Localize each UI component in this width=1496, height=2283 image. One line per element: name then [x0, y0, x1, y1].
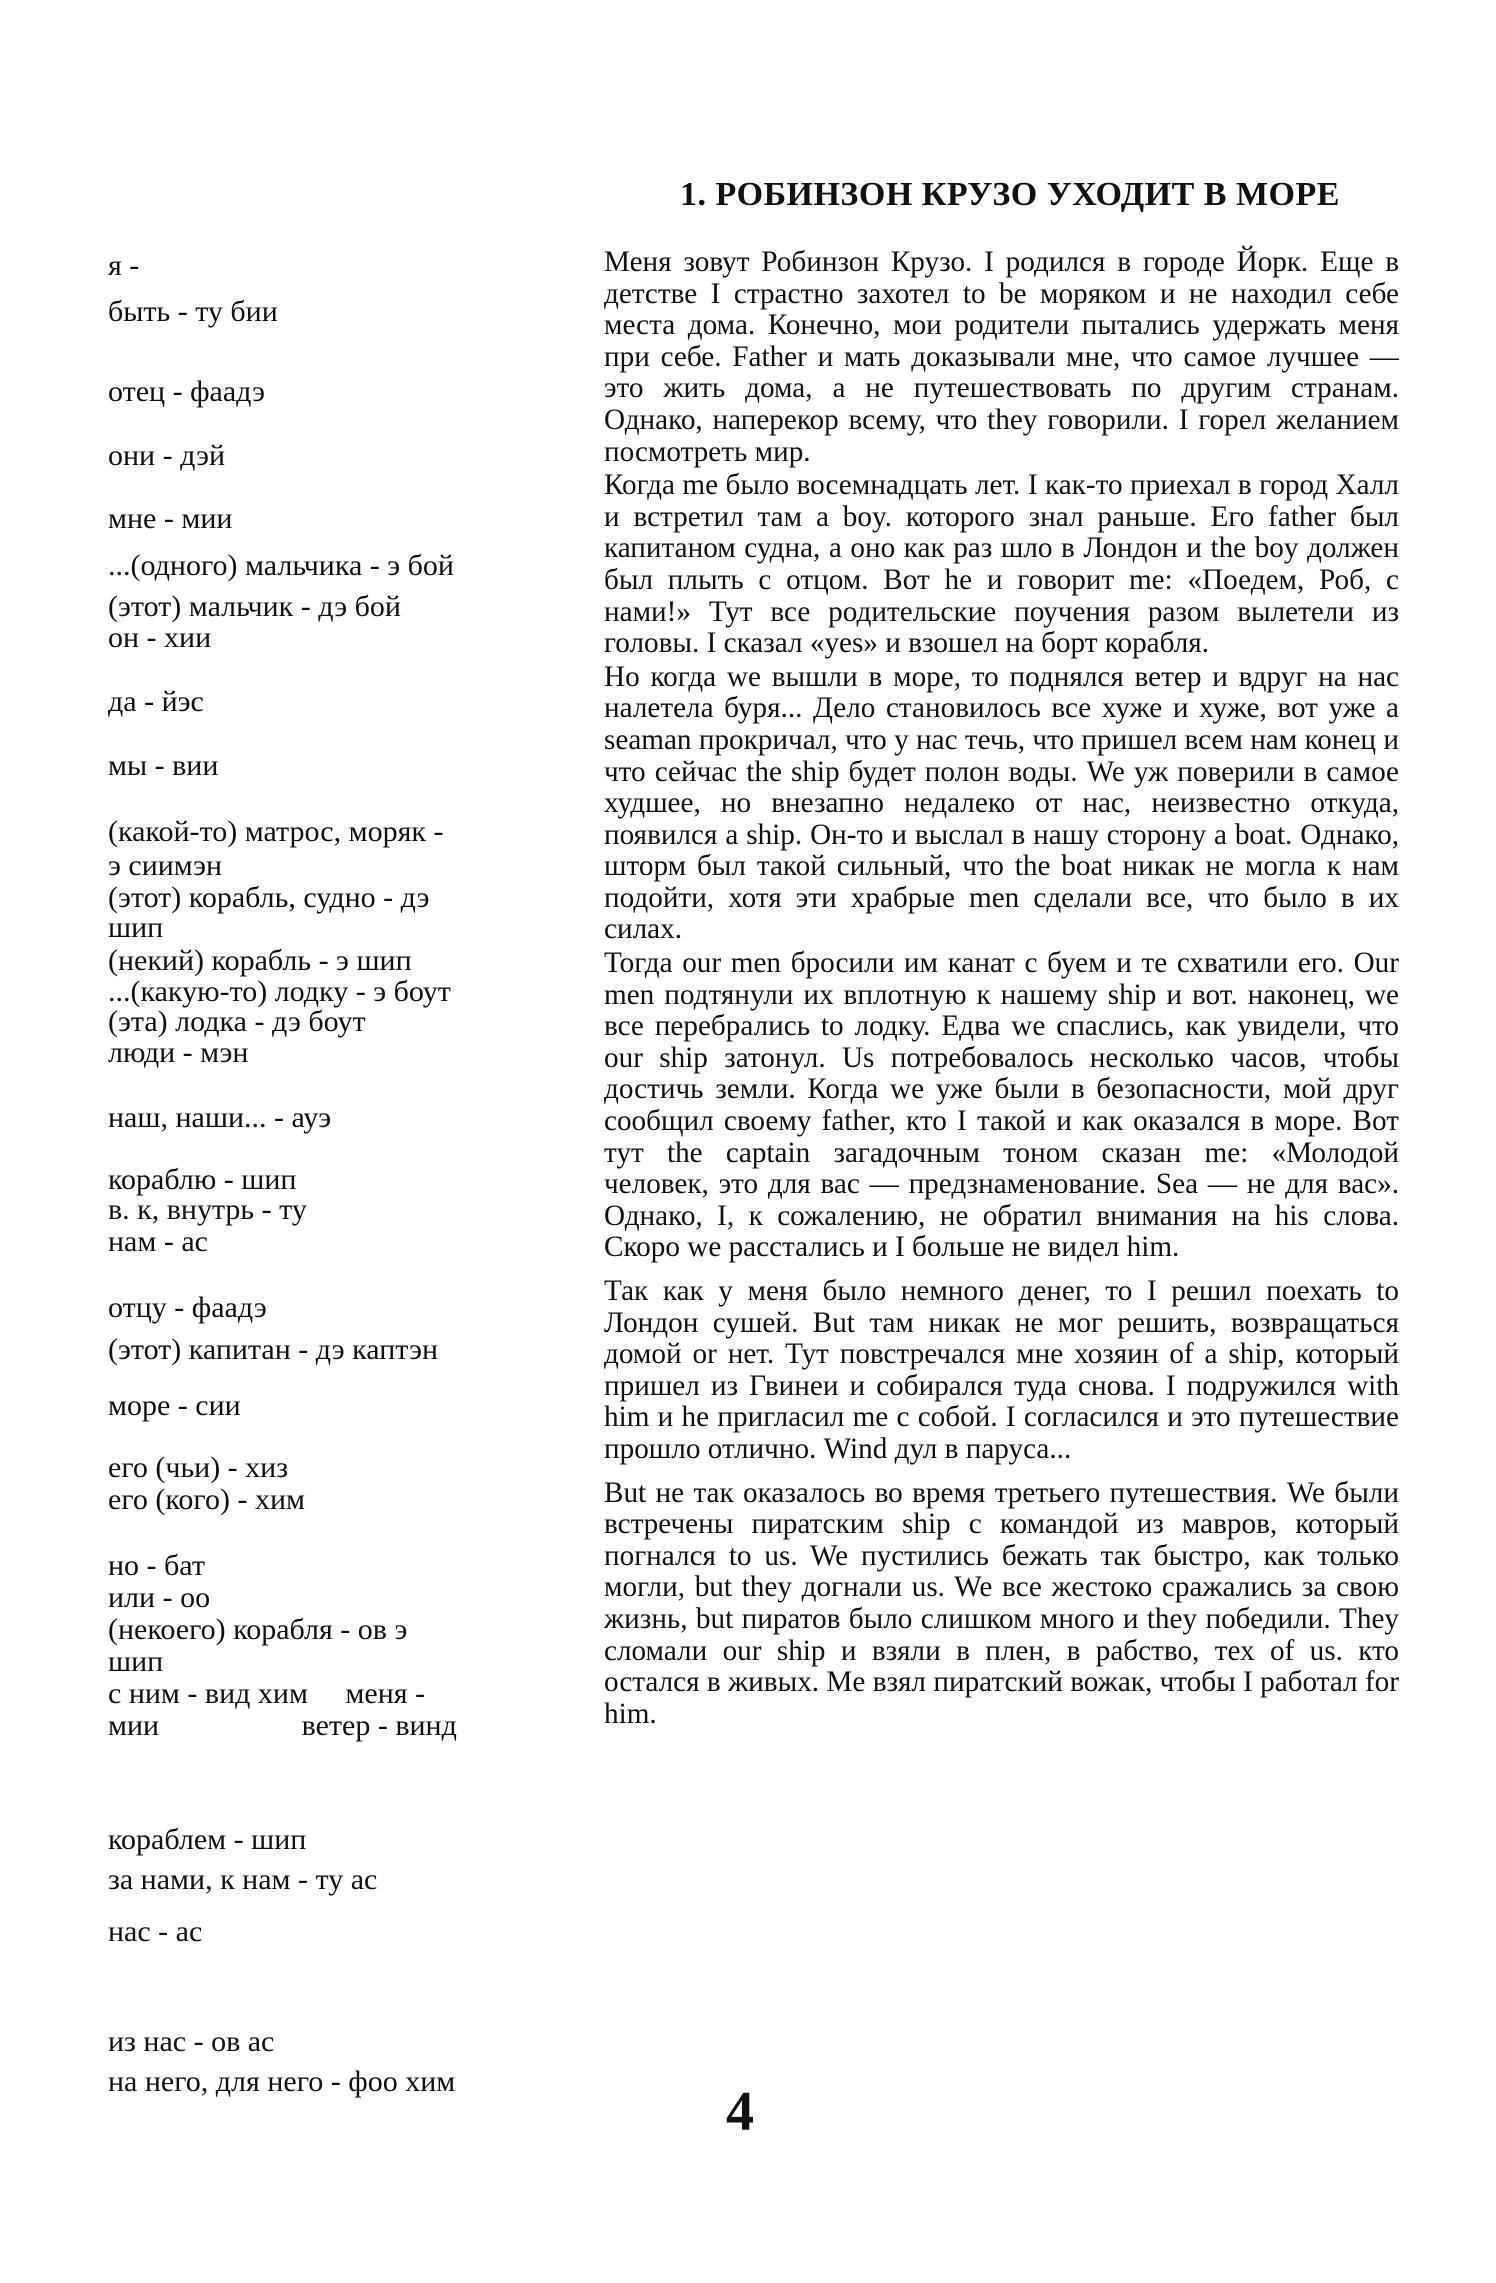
glossary-entry: в. к, внутрь - ту [108, 1193, 307, 1226]
glossary-entry: наш, наши... - ауэ [108, 1101, 332, 1134]
glossary-entry: (этот) мальчик - дэ бой [108, 590, 401, 623]
paragraph: Когда me было восемнадцать лет. I как-то приехал в город Халл и встретил там a boy. которого знал раньше. Его father был капитаном судна, а оно как раз шло в Лондон и the boy должен был плыть с отцом. Вот he и говорит me: «Поедем, Роб, с нами!» Тут все родительские поучения разом вылетели из головы. I сказал «yes» и взошел на борт корабля. [604, 469, 1399, 660]
glossary-entry: мы - вии [108, 749, 219, 782]
page-number: 4 [726, 2081, 754, 2143]
glossary-entry: но - бат [108, 1549, 205, 1582]
glossary-entry: море - сии [108, 1389, 241, 1422]
glossary-entry: кораблю - шип [108, 1163, 297, 1196]
glossary-entry: шип [108, 1645, 164, 1678]
glossary-entry: (этот) капитан - дэ каптэн [108, 1333, 439, 1366]
page-title: 1. РОБИНЗОН КРУЗО УХОДИТ В МОРЕ [680, 176, 1340, 213]
glossary-entry: ...(одного) мальчика - э бой [108, 549, 454, 582]
glossary-entry: из нас - ов ас [108, 2025, 275, 2058]
glossary-entry: (эта) лодка - дэ боут [108, 1005, 366, 1038]
glossary-entry: он - хии [108, 621, 212, 654]
glossary-entry: люди - мэн [108, 1036, 249, 1069]
glossary-entry: отец - фаадэ [108, 375, 266, 408]
glossary-entry: отцу - фаадэ [108, 1291, 267, 1324]
glossary-entry: (какой-то) матрос, моряк - [108, 815, 444, 848]
glossary-entry: шип [108, 911, 164, 944]
glossary-entry: они - дэй [108, 439, 226, 472]
glossary-entry: да - йэс [108, 685, 204, 718]
glossary-entry: его (кого) - хим [108, 1483, 305, 1516]
paragraph: But не так оказалось во время третьего путешествия. We были встречены пиратским ship с командой из мавров, который погнался to us. We пустились бежать так быстро, как только могли, but they догнали us. We все жестоко сражались за свою жизнь, but пиратов было слишком много и they победили. They сломали our ship и взяли в плен, в рабство, тех of us. кто остался в живых. Me взял пиратский вожак, чтобы I работал for him. [604, 1476, 1399, 1730]
glossary-entry: мии ветер - винд [108, 1709, 457, 1742]
glossary-entry: (некий) корабль - э шип [108, 944, 412, 977]
glossary-entry: на него, для него - фоо хим [108, 2065, 456, 2098]
glossary-entry: (некоего) корабля - ов э [108, 1613, 408, 1646]
glossary-entry: (этот) корабль, судно - дэ [108, 881, 430, 914]
glossary-entry: кораблем - шип [108, 1823, 307, 1856]
glossary-entry: э сиимэн [108, 849, 223, 882]
paragraph: Меня зовут Робинзон Крузо. I родился в городе Йорк. Еще в детстве I страстно захотел to be моряком и не находил себе места дома. Конечно, мои родители пытались удержать меня при себе. Father и мать доказывали мне, что самое лучшее — это жить дома, а не путешествовать по другим странам. Однако, наперекор всему, что they говорили. I горел желанием посмотреть мир. [604, 246, 1399, 468]
glossary-entry: быть - ту бии [108, 295, 278, 328]
glossary-entry: нам - ас [108, 1225, 208, 1258]
glossary-entry: я - [108, 249, 140, 282]
glossary-entry: ...(какую-то) лодку - э боут [108, 975, 451, 1008]
glossary-entry: нас - ас [108, 1915, 203, 1948]
glossary-entry: с ним - вид хим меня - [108, 1677, 426, 1710]
glossary-entry: или - оо [108, 1581, 211, 1614]
paragraph: Тогда our men бросили им канат с буем и те схватили его. Our men подтянули их вплотную к нашему ship и вот. наконец, we все перебрались to лодку. Едва we спаслись, как увидели, что our ship затонул. Us потребовалось несколько часов, чтобы достичь земли. Когда we уже были в безопасности, мой друг сообщил своему father, кто I такой и как оказался в море. Вот тут the captain загадочным тоном сказан me: «Молодой человек, это для вас — предзнаменование. Sea — не для вас». Однако, I, к сожалению, не обратил внимания на his слова. Скоро we расстались и I больше не видел him. [604, 947, 1399, 1264]
glossary-column [108, 248, 568, 2098]
glossary-entry: его (чьи) - хиз [108, 1451, 289, 1484]
glossary-entry: за нами, к нам - ту ас [108, 1863, 378, 1896]
paragraph: Но когда we вышли в море, то поднялся ветер и вдруг на нас налетела буря... Дело становилось все хуже и хуже, вот уже a seaman прокричал, что у нас течь, что пришел всем нам конец и что сейчас the ship будет полон воды. We уж поверили в самое худшее, но внезапно недалеко от нас, неизвестно откуда, появился a ship. Он-то и выслал в нашу сторону a boat. Однако, шторм был такой сильный, что the boat никак не могла к нам подойти, хотя эти храбрые men сделали все, что было в их силах. [604, 660, 1399, 946]
story-text [604, 247, 1399, 1732]
glossary-entry: мне - мии [108, 502, 233, 535]
paragraph: Так как у меня было немного денег, то I решил поехать to Лондон сушей. But там никак не мог решить, возвращаться домой or нет. Тут повстречался мне хозяин of a ship, который пришел из Гвинеи и собирался туда снова. I подружился with him и he пригласил me с собой. I согласился и это путешествие прошло отлично. Wind дул в паруса... [604, 1275, 1399, 1465]
